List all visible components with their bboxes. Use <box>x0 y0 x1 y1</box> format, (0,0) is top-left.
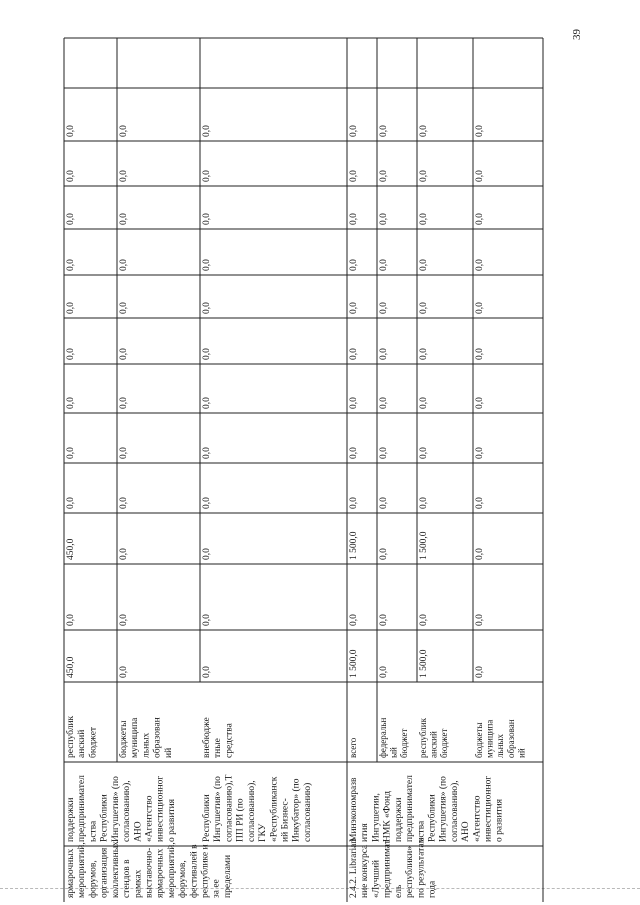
funding-source-text: ий <box>516 748 527 758</box>
budget-value-cell: 0,0 <box>119 397 129 409</box>
funding-source-text: бюджеты <box>119 720 129 758</box>
activity-description-text: форумов, <box>178 860 189 898</box>
executor-text: Республики <box>202 794 212 842</box>
budget-value-cell: 0,0 <box>119 170 129 182</box>
executor-text: предпринимател <box>77 775 88 842</box>
budget-value-cell: 0,0 <box>66 348 76 360</box>
budget-value-cell: 0,0 <box>475 348 485 360</box>
budget-value-cell: 0,0 <box>475 302 485 314</box>
budget-value-cell: 0,0 <box>419 302 429 314</box>
executor-text: ПП РИ (по <box>235 798 246 842</box>
budget-value-cell: 0,0 <box>202 213 212 225</box>
budget-value-cell: 0,0 <box>202 348 212 360</box>
activity-description-text: ель <box>393 884 404 898</box>
activity-description-text: выставочно- <box>144 847 155 898</box>
activity-description-text: коллективных <box>110 841 121 898</box>
funding-source-text: образован <box>152 717 163 758</box>
activity-description-text: республики» <box>405 846 416 898</box>
budget-value-cell: 0,0 <box>475 170 485 182</box>
funding-source-text: анский <box>77 729 88 758</box>
executor-text: Ингушетии, <box>371 793 382 842</box>
budget-value-cell: 0,0 <box>66 170 76 182</box>
funding-source-text: бюджет <box>439 728 450 758</box>
funding-source-text: бюджет <box>88 726 99 758</box>
executor-text: согласованию),Т <box>224 774 235 842</box>
budget-value-cell: 0,0 <box>475 259 485 271</box>
budget-value-cell: 0,0 <box>379 302 389 314</box>
activity-description-text: фестивалей в <box>189 844 200 898</box>
budget-value-cell: 0,0 <box>349 614 359 626</box>
budget-value-cell: 0,0 <box>419 125 429 137</box>
budget-value-cell: 0,0 <box>202 497 212 509</box>
executor-text: АНО <box>133 821 144 842</box>
budget-value-cell: 0,0 <box>349 497 359 509</box>
funding-source-text: льных <box>141 732 152 758</box>
funding-source-text: республик <box>66 715 76 758</box>
budget-value-cell: 0,0 <box>119 666 129 678</box>
activity-description-text: мероприятий, <box>77 842 88 898</box>
executor-text: согласованию), <box>122 780 133 842</box>
budget-value-cell: 0,0 <box>202 125 212 137</box>
budget-value-cell: 0,0 <box>379 614 389 626</box>
budget-value-cell: 0,0 <box>475 125 485 137</box>
executor-text: Ингушетия» (по <box>213 776 224 842</box>
executor-text: ий Бизнес- <box>280 798 291 842</box>
budget-value-cell: 0,0 <box>119 447 129 459</box>
budget-value-cell: 0,0 <box>202 397 212 409</box>
activity-description-text: республике и <box>200 844 211 898</box>
funding-source-text: анский <box>428 731 439 758</box>
budget-value-cell: 0,0 <box>379 259 389 271</box>
budget-value-cell: 0,0 <box>349 125 359 137</box>
budget-value-cell: 0,0 <box>419 497 429 509</box>
executor-text: «Агентство <box>472 795 483 842</box>
activity-description-text: форумов, <box>88 860 99 898</box>
budget-value-cell: 0,0 <box>419 259 429 271</box>
executor-text: поддержки <box>66 797 76 842</box>
budget-value-cell: 1 500,0 <box>349 531 359 560</box>
budget-value-cell: 0,0 <box>475 666 485 678</box>
funding-source-text: бюджеты <box>474 722 484 758</box>
budget-value-cell: 0,0 <box>379 397 389 409</box>
budget-value-cell: 0,0 <box>379 348 389 360</box>
budget-value-cell: 450,0 <box>66 656 76 678</box>
budget-value-cell: 0,0 <box>349 213 359 225</box>
funding-source-text: льных <box>495 734 506 758</box>
funding-source-text: средства <box>224 723 235 758</box>
executor-text: ития <box>360 823 371 842</box>
budget-value-cell: 0,0 <box>475 213 485 225</box>
executor-text: поддержки <box>393 797 404 842</box>
budget-value-cell: 0,0 <box>202 666 212 678</box>
budget-value-cell: 0,0 <box>119 302 129 314</box>
budget-value-cell: 0,0 <box>379 125 389 137</box>
budget-value-cell: 0,0 <box>66 259 76 271</box>
executor-text: Минэкономразв <box>349 777 359 842</box>
activity-description-text: 2.4.2. Librarian <box>349 838 359 898</box>
budget-value-cell: 0,0 <box>349 259 359 271</box>
budget-value-cell: 0,0 <box>419 348 429 360</box>
budget-value-cell: 0,0 <box>349 348 359 360</box>
budget-value-cell: 0,0 <box>475 447 485 459</box>
budget-value-cell: 0,0 <box>202 302 212 314</box>
executor-text: согласованию), <box>449 780 460 842</box>
funding-source-text: всего <box>348 737 358 758</box>
budget-value-cell: 0,0 <box>119 213 129 225</box>
funding-source-text: бюджет <box>399 728 410 758</box>
activity-description-text: организация <box>99 847 110 898</box>
budget-value-cell: 0,0 <box>379 548 389 560</box>
executor-text: Ингушетия» (по <box>438 776 449 842</box>
executor-text: ьства <box>88 820 99 842</box>
activity-description-text: рамках <box>133 869 144 898</box>
budget-value-cell: 0,0 <box>66 497 76 509</box>
activity-description-text: за ее <box>211 879 222 898</box>
executor-text: инвестиционног <box>483 775 494 842</box>
executor-text: согласованию) <box>302 782 313 842</box>
executor-text: НМК «Фонд <box>382 791 393 842</box>
executor-text: Республики <box>99 794 110 842</box>
executor-text: Ингушетия» (по <box>110 776 121 842</box>
budget-value-cell: 0,0 <box>475 548 485 560</box>
budget-value-cell: 0,0 <box>66 302 76 314</box>
executor-text: АНО <box>461 821 472 842</box>
budget-value-cell: 0,0 <box>119 125 129 137</box>
budget-value-cell: 0,0 <box>419 614 429 626</box>
budget-value-cell: 0,0 <box>66 397 76 409</box>
budget-value-cell: 0,0 <box>379 213 389 225</box>
activity-description-text: пределами <box>222 854 233 898</box>
budget-value-cell: 0,0 <box>349 447 359 459</box>
executor-text: «Республиканск <box>269 776 280 842</box>
budget-value-cell: 0,0 <box>349 170 359 182</box>
budget-value-cell: 0,0 <box>202 548 212 560</box>
budget-value-cell: 0,0 <box>419 213 429 225</box>
executor-text: предпринимател <box>405 775 416 842</box>
executor-text: «Агентство <box>144 795 155 842</box>
budget-value-cell: 0,0 <box>66 614 76 626</box>
budget-value-cell: 1 500,0 <box>419 531 429 560</box>
executor-text: о развития <box>166 798 177 842</box>
activity-description-text: «Лучший <box>371 860 382 898</box>
activity-description-text: по результатам <box>416 837 427 898</box>
funding-source-text: тные <box>213 738 224 758</box>
funding-source-text: образован <box>505 719 516 758</box>
budget-value-cell: 0,0 <box>119 348 129 360</box>
funding-source-text: муниципа <box>130 717 141 758</box>
budget-value-cell: 0,0 <box>119 259 129 271</box>
executor-text: о развития <box>494 798 505 842</box>
executor-text: ГКУ <box>258 823 269 842</box>
funding-source-text: внебюдже <box>202 717 212 758</box>
activity-description-text: предпринимат <box>382 840 393 898</box>
budget-value-cell: 0,0 <box>475 614 485 626</box>
budget-value-cell: 0,0 <box>379 447 389 459</box>
budget-value-cell: 1 500,0 <box>349 649 359 678</box>
budget-value-cell: 0,0 <box>119 614 129 626</box>
funding-source-text: ий <box>163 747 174 758</box>
page-number: 39 <box>571 29 583 40</box>
budget-value-cell: 450,0 <box>66 538 76 560</box>
budget-value-cell: 0,0 <box>66 125 76 137</box>
executor-text: инвестиционног <box>155 775 166 842</box>
budget-value-cell: 1 500,0 <box>419 649 429 678</box>
budget-value-cell: 0,0 <box>419 170 429 182</box>
funding-source-text: республик <box>418 718 428 758</box>
budget-value-cell: 0,0 <box>119 497 129 509</box>
executor-text: ьства <box>416 820 427 842</box>
executor-text: согласованию), <box>246 780 257 842</box>
activity-description-text: ярмарочных <box>155 848 166 898</box>
budget-value-cell: 0,0 <box>119 548 129 560</box>
budget-value-cell: 0,0 <box>202 259 212 271</box>
budget-value-cell: 0,0 <box>349 302 359 314</box>
activity-description-text: мероприятий, <box>166 842 177 898</box>
executor-text: Инкубатор» (по <box>291 778 302 842</box>
budget-value-cell: 0,0 <box>349 397 359 409</box>
executor-text: Республики <box>427 794 438 842</box>
activity-description-text: стендов в <box>122 859 133 898</box>
budget-value-cell: 0,0 <box>475 397 485 409</box>
budget-value-cell: 0,0 <box>379 170 389 182</box>
budget-value-cell: 0,0 <box>66 447 76 459</box>
activity-description-text: ние конкурса <box>360 844 371 898</box>
budget-value-cell: 0,0 <box>202 614 212 626</box>
budget-value-cell: 0,0 <box>379 666 389 678</box>
budget-value-cell: 0,0 <box>202 447 212 459</box>
budget-value-cell: 0,0 <box>419 397 429 409</box>
budget-value-cell: 0,0 <box>66 213 76 225</box>
funding-source-text: муниципа <box>484 719 495 758</box>
budget-value-cell: 0,0 <box>379 497 389 509</box>
budget-value-cell: 0,0 <box>419 447 429 459</box>
funding-source-text: федеральн <box>378 717 388 758</box>
activity-description-text: ярмарочных <box>66 848 76 898</box>
activity-description-text: года <box>427 880 438 898</box>
budget-value-cell: 0,0 <box>475 497 485 509</box>
funding-source-text: ый <box>388 747 399 758</box>
budget-value-cell: 0,0 <box>202 170 212 182</box>
